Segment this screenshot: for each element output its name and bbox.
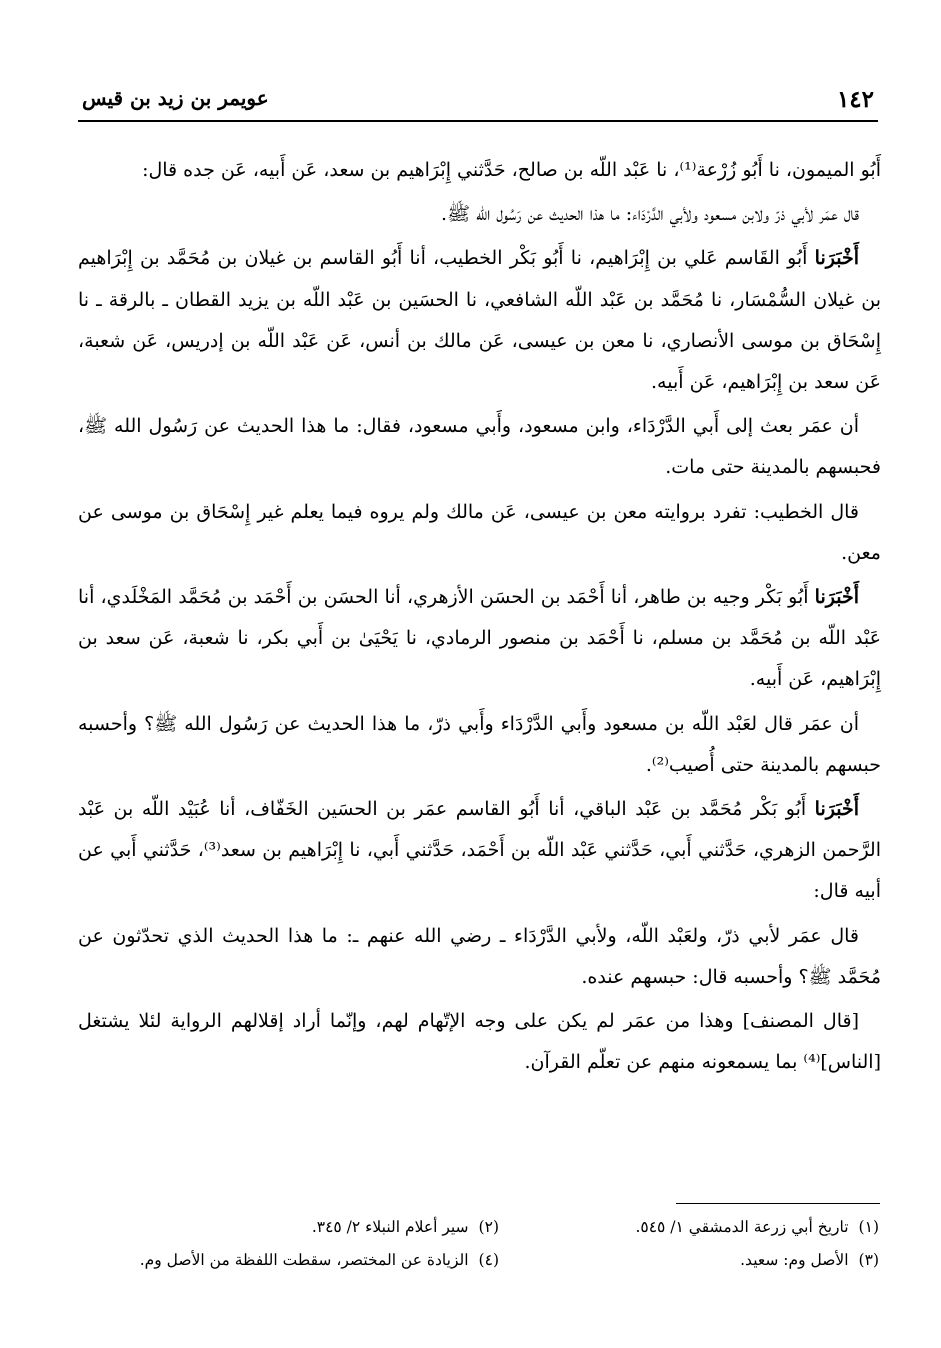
footnote-number: (٤) xyxy=(478,1251,499,1269)
paragraph-text: قال الخطيب: تفرد بروايته معن بن عيسى، عَن مالك ولم يروه فيما يعلم غير إِسْحَاق بن موسى عن معن. xyxy=(78,500,881,564)
footnote-text: الأصل وم: سعيد. xyxy=(740,1251,849,1269)
page-number: ١٤٢ xyxy=(836,86,874,113)
paragraph xyxy=(78,789,881,913)
paragraph-lead-word: أَخْبَرَنا xyxy=(814,586,859,609)
paragraph xyxy=(78,238,881,403)
paragraph-lead-word: أَخْبَرَنا xyxy=(814,798,859,821)
paragraph xyxy=(78,406,881,488)
page-header xyxy=(78,86,878,122)
paragraph xyxy=(78,704,881,786)
paragraph-text: أَبُو بَكْر مُحَمَّد بن عَبْد الباقي، أنا أَبُو القاسم عمَر بن الحسَين الخَفّاف، أنا عُبَيْد اللّه بن عَبْد الرَّحمن الزهري، حَدَّثني أَبي، حَدَّثني عَبْد اللّه بن أَحْمَد، حَدَّثني أَبي، نا إِبْرَاهيم بن سعد⁽³⁾، حَدَّثني أَبي عن أبيه قال: xyxy=(78,798,881,903)
body-text xyxy=(78,150,881,1083)
footnote xyxy=(140,1249,499,1271)
footnote xyxy=(740,1249,879,1271)
footnote-text: الزيادة عن المختصر، سقطت اللفظة من الأصل وم. xyxy=(139,1251,469,1269)
paragraph-text: أن عمَر قال لعَبْد اللّه بن مسعود وأَبي الدَّرْدَاء وأَبي ذرّ، ما هذا الحديث عن رَسُول الله ﷺ؟ وأحسبه حبسهم بالمدينة حتى أُصيب⁽²⁾. xyxy=(78,712,881,776)
paragraph-lead-word: أَخْبَرَنا xyxy=(814,247,859,270)
paragraph-text: أَبُو الميمون، نا أَبُو زُرْعة⁽¹⁾، نا عَبْد اللّه بن صالح، حَدَّثني إِبْرَاهيم بن سعد، عَن أَبيه، عَن جده قال: xyxy=(142,159,881,181)
paragraph xyxy=(78,194,881,235)
footnote-divider xyxy=(676,1203,880,1204)
paragraph xyxy=(78,1001,881,1083)
paragraph xyxy=(78,577,881,701)
paragraph-text: قال عمَر لأبي ذرّ ولابن مسعود ولأبي الدَّرْدَاء: ما هذا الحديث عن رَسُول الله ﷺ. xyxy=(441,203,859,226)
paragraph-text: قال عمَر لأبي ذرّ، ولعَبْد اللّه، ولأبي الدَّرْدَاء ـ رضي الله عنهم ـ: ما هذا الحديث الذي تحدّثون عن مُحَمَّد ﷺ؟ وأحسبه قال: حبسهم عنده. xyxy=(78,924,881,988)
paragraph xyxy=(78,916,881,998)
paragraph xyxy=(78,150,881,191)
footnote xyxy=(635,1216,879,1238)
footnote-number: (٣) xyxy=(858,1251,879,1269)
footnote-text: تاريخ أبي زرعة الدمشقي ١/ ٥٤٥. xyxy=(635,1218,849,1236)
footnote-number: (١) xyxy=(858,1218,879,1236)
paragraph-text: أَبُو بَكْر وجيه بن طاهر، أنا أَحْمَد بن الحسَن الأزهري، أنا الحسَن بن أَحْمَد بن مُحَمَّد المَخْلَدي، أنا عَبْد اللّه بن مُحَمَّد بن مسلم، نا أَحْمَد بن منصور الرمادي، نا يَحْيَىٰ بن أَبي بكر، نا شعبة، عَن سعد بن إِبْرَاهيم، عَن أَبيه. xyxy=(78,586,881,691)
paragraph xyxy=(78,492,881,574)
paragraph-text: [قال المصنف] وهذا من عمَر لم يكن على وجه الإتّهام لهم، وإنّما أراد إقلالهم الرواية لئلا يشتغل [الناس]⁽⁴⁾ بما يسمعونه منهم عن تعلّم القرآن. xyxy=(78,1010,881,1074)
paragraph-text: أَبُو القَاسم عَلي بن إِبْرَاهيم، نا أَبُو بَكْر الخطيب، أنا أَبُو القاسم بن غيلان بن مُحَمَّد بن إِبْرَاهيم بن غيلان السُّمْسَار، نا مُحَمَّد بن عَبْد اللّه الشافعي، نا الحسَين بن عَبْد اللّه بن يزيد القطان ـ بالرقة ـ نا إِسْحَاق بن موسى الأنصاري، نا معن بن عيسى، عَن مالك بن أنس، عَن عَبْد اللّه بن إدريس، عَن شعبة، عَن سعد بن إِبْرَاهيم، عَن أَبيه. xyxy=(78,247,881,394)
running-title: عويمر بن زيد بن قيس xyxy=(82,86,269,110)
footnote xyxy=(312,1216,499,1238)
footnote-text: سير أعلام النبلاء ٢/ ٣٤٥. xyxy=(311,1218,469,1236)
paragraph-text: أن عمَر بعث إلى أَبي الدَّرْدَاء، وابن مسعود، وأَبي مسعود، فقال: ما هذا الحديث عن رَسُول الله ﷺ، فحبسهم بالمدينة حتى مات. xyxy=(78,415,881,479)
footnote-number: (٢) xyxy=(478,1218,499,1236)
